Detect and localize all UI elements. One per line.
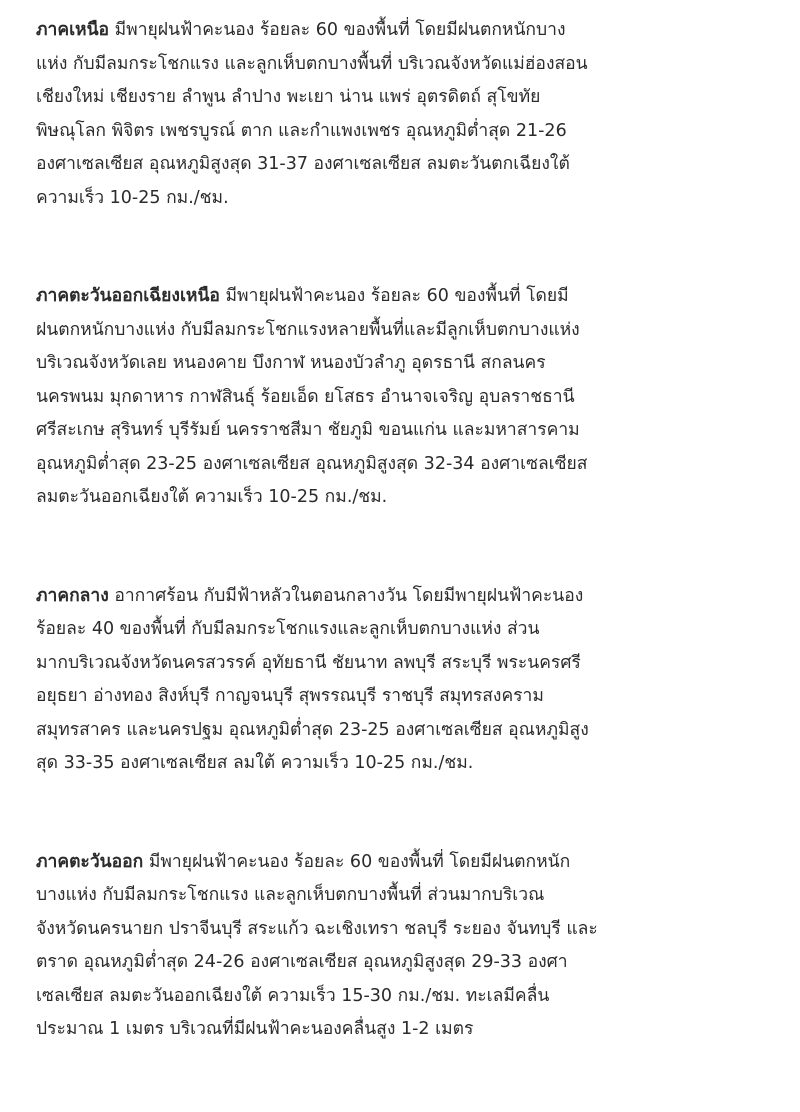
text-line: บางแห่ง กับมีลมกระโชกแรง และลูกเห็บตกบางพื้นที่ ส่วนมากบริเวณ [36, 885, 545, 905]
text-line: เซลเซียส ลมตะวันออกเฉียงใต้ ความเร็ว 15-30 กม./ชม. ทะเลมีคลื่น [36, 985, 550, 1006]
region-east [36, 846, 784, 1047]
text-line: จังหวัดนครนายก ปราจีนบุรี สระแก้ว ฉะเชิงเทรา ชลบุรี ระยอง จันทบุรี และ [36, 918, 598, 939]
text-line: ประมาณ 1 เมตร บริเวณที่มีฝนฟ้าคะนองคลื่นสูง 1-2 เมตร [36, 1019, 474, 1039]
text-line: ตราด อุณหภูมิต่ำสุด 24-26 องศาเซลเซียส อุณหภูมิสูงสุด 29-33 องศา [36, 952, 568, 972]
text-line: ภาคตะวันออกเฉียงเหนือ มีพายุฝนฟ้าคะนอง ร้อยละ 60 ของพื้นที่ โดยมี [36, 286, 569, 306]
text-line: เชียงใหม่ เชียงราย ลำพูน ลำปาง พะเยา น่าน แพร่ อุตรดิตถ์ สุโขทัย [36, 87, 541, 107]
text-line: องศาเซลเซียส อุณหภูมิสูงสุด 31-37 องศาเซลเซียส ลมตะวันตกเฉียงใต้ [36, 154, 570, 174]
weather-forecast-article [36, 14, 784, 1112]
region-central [36, 580, 784, 781]
text-line: อุณหภูมิต่ำสุด 23-25 องศาเซลเซียส อุณหภูมิสูงสุด 32-34 องศาเซลเซียส [36, 453, 588, 474]
text-line: มากบริเวณจังหวัดนครสวรรค์ อุทัยธานี ชัยนาท ลพบุรี สระบุรี พระนครศรี [36, 652, 581, 673]
text-line: นครพนม มุกดาหาร กาฬสินธุ์ ร้อยเอ็ด ยโสธร อำนาจเจริญ อุบลราชธานี [36, 386, 575, 407]
text-line: สมุทรสาคร และนครปฐม อุณหภูมิต่ำสุด 23-25 องศาเซลเซียส อุณหภูมิสูง [36, 719, 589, 740]
text-line: แห่ง กับมีลมกระโชกแรง และลูกเห็บตกบางพื้นที่ บริเวณจังหวัดแม่ฮ่องสอน [36, 53, 588, 74]
region-northeast [36, 280, 784, 515]
text-line: บริเวณจังหวัดเลย หนองคาย บึงกาฬ หนองบัวลำภู อุดรธานี สกลนคร [36, 353, 546, 373]
text-line: ภาคตะวันออก มีพายุฝนฟ้าคะนอง ร้อยละ 60 ของพื้นที่ โดยมีฝนตกหนัก [36, 851, 571, 872]
region-name: ภาคกลาง [36, 585, 109, 606]
text-line: ลมตะวันออกเฉียงใต้ ความเร็ว 10-25 กม./ชม. [36, 487, 388, 507]
region-name: ภาคเหนือ [36, 20, 110, 40]
text-line: ภาคเหนือ มีพายุฝนฟ้าคะนอง ร้อยละ 60 ของพื้นที่ โดยมีฝนตกหนักบาง [36, 20, 566, 40]
text-line: ความเร็ว 10-25 กม./ชม. [36, 187, 229, 208]
region-name: ภาคตะวันออกเฉียงเหนือ [36, 286, 220, 306]
text-line: ศรีสะเกษ สุรินทร์ บุรีรัมย์ นครราชสีมา ชัยภูมิ ขอนแก่น และมหาสารคาม [36, 420, 580, 440]
region-name: ภาคตะวันออก [36, 851, 144, 872]
text-line: พิษณุโลก พิจิตร เพชรบูรณ์ ตาก และกำแพงเพชร อุณหภูมิต่ำสุด 21-26 [36, 120, 567, 141]
text-line: ภาคกลาง อากาศร้อน กับมีฟ้าหลัวในตอนกลางวัน โดยมีพายุฝนฟ้าคะนอง [36, 585, 584, 606]
region-north [36, 14, 784, 215]
text-line: ร้อยละ 40 ของพื้นที่ กับมีลมกระโชกแรงและลูกเห็บตกบางแห่ง ส่วน [36, 619, 540, 639]
text-line: ฝนตกหนักบางแห่ง กับมีลมกระโชกแรงหลายพื้นที่และมีลูกเห็บตกบางแห่ง [36, 319, 580, 340]
text-line: อยุธยา อ่างทอง สิงห์บุรี กาญจนบุรี สุพรรณบุรี ราชบุรี สมุทรสงคราม [36, 686, 544, 706]
text-line: สุด 33-35 องศาเซลเซียส ลมใต้ ความเร็ว 10-25 กม./ชม. [36, 753, 474, 773]
